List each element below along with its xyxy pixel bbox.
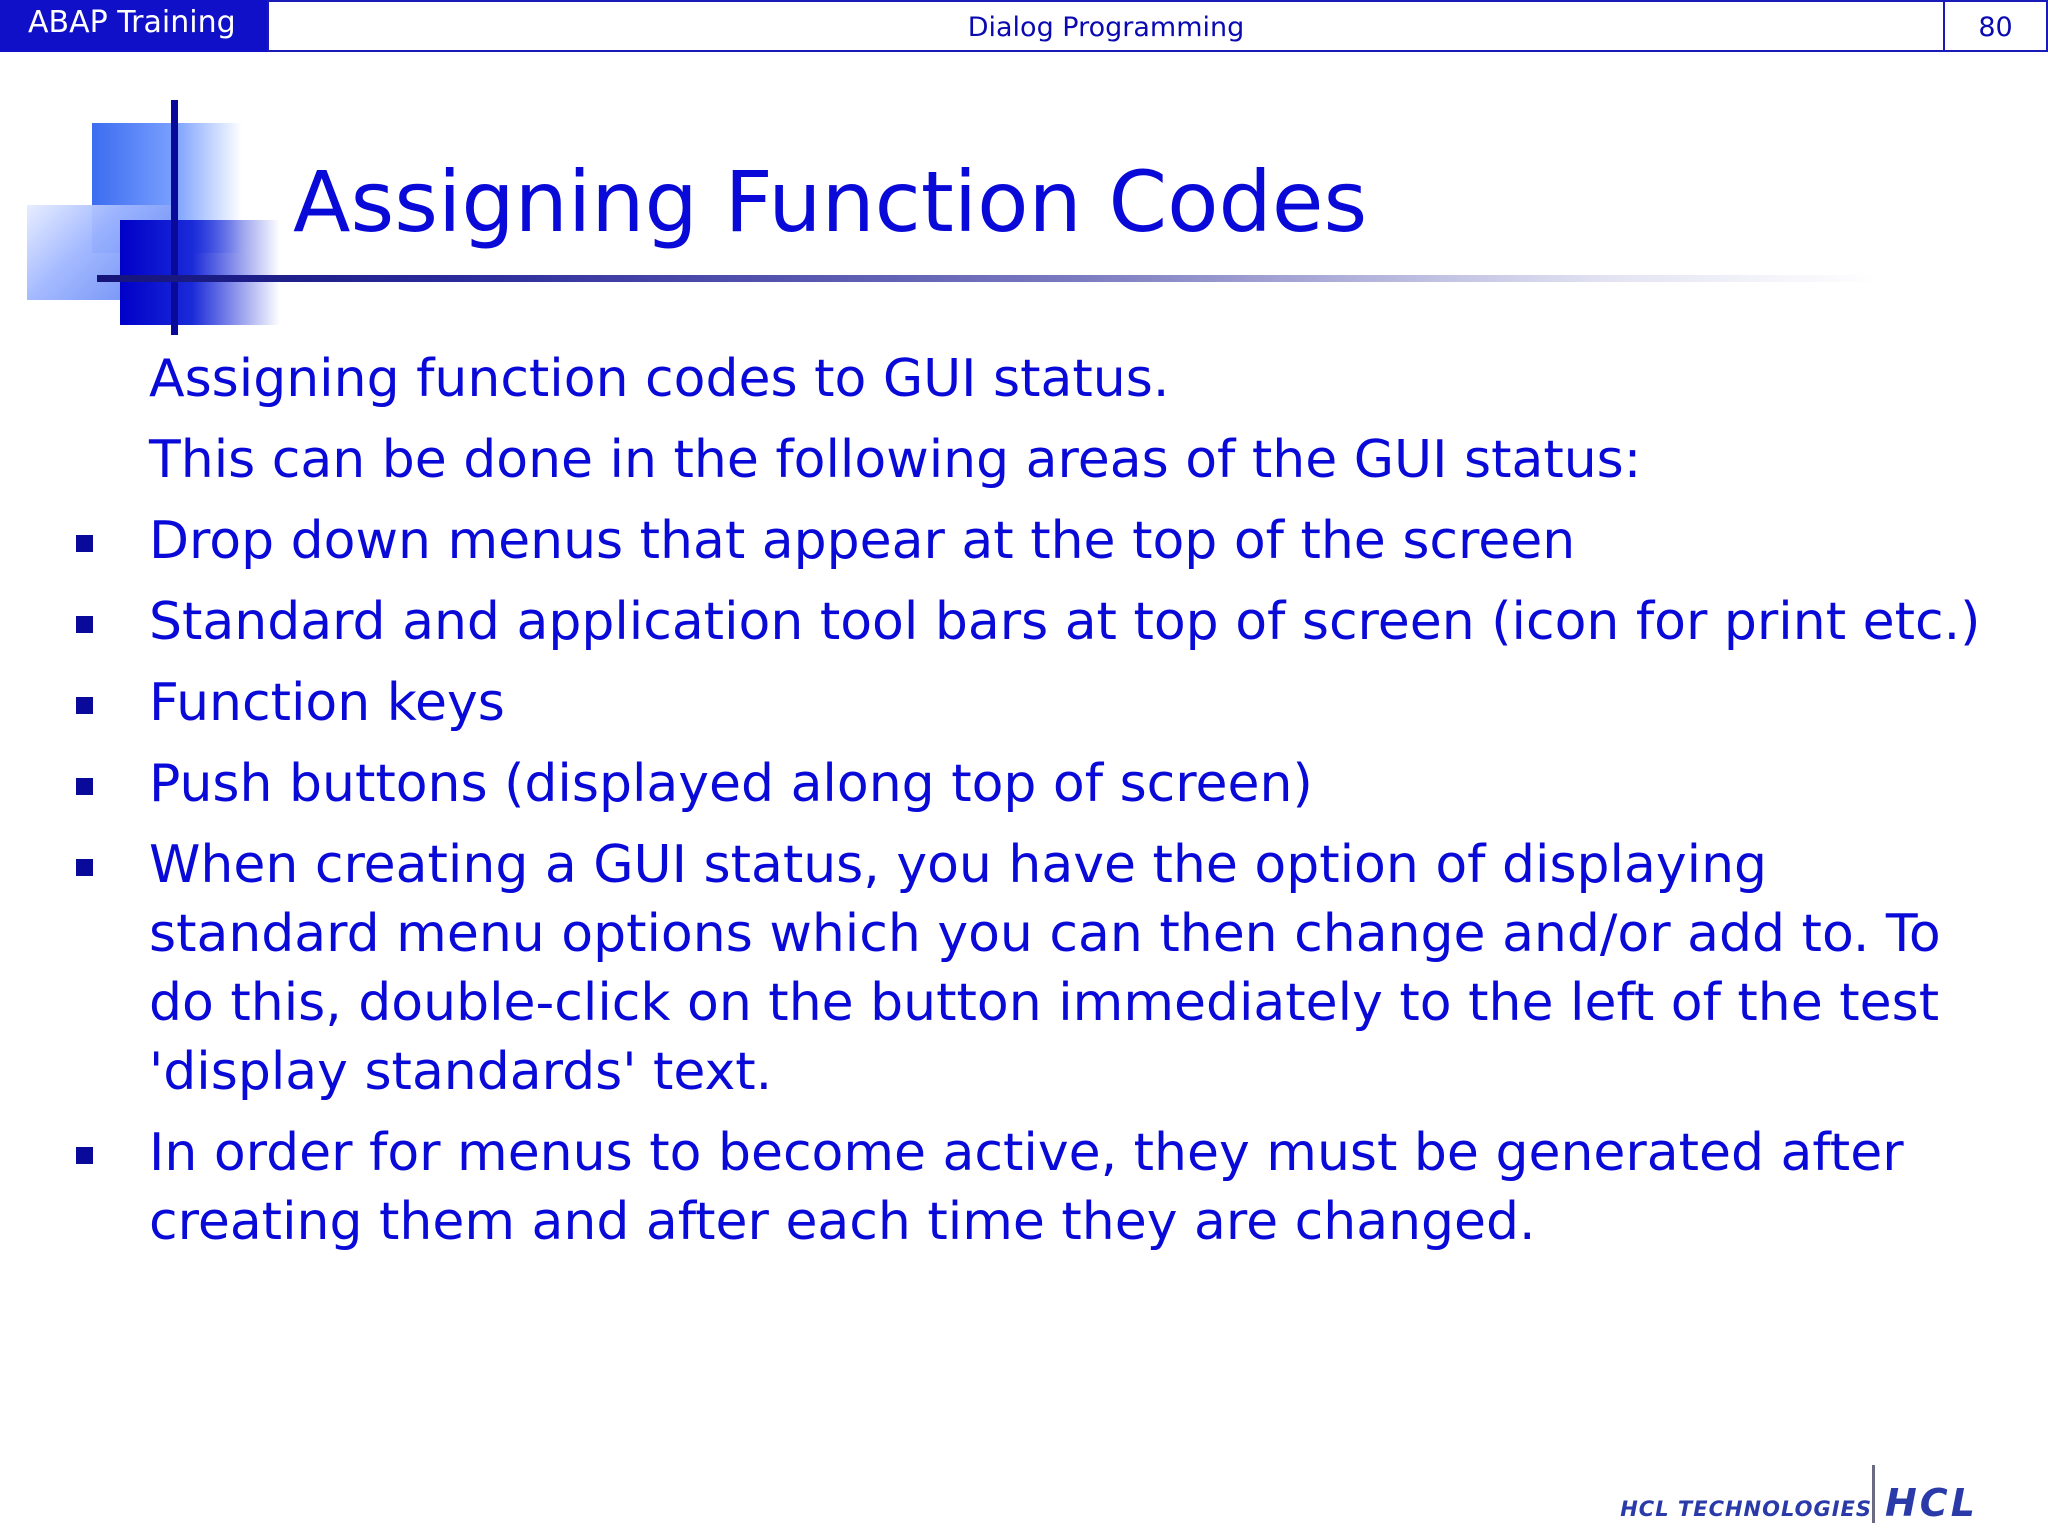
intro-line: This can be done in the following areas of the GUI status: — [149, 430, 1642, 490]
bullet-item — [0, 1119, 2048, 1257]
square-bullet-icon — [76, 778, 93, 795]
slide-header — [0, 0, 2048, 52]
company-footer — [1610, 1465, 2040, 1525]
square-bullet-icon — [76, 859, 93, 876]
square-bullet-icon — [76, 535, 93, 552]
intro-line: Assigning function codes to GUI status. — [149, 349, 1170, 409]
bullet-text: Function keys — [149, 673, 505, 733]
slide-title: Assigning Function Codes — [293, 153, 1368, 251]
decor-square-dark — [120, 220, 280, 325]
company-name: HCL TECHNOLOGIES — [1620, 1497, 1872, 1521]
course-label: ABAP Training — [0, 0, 267, 52]
footer-divider — [1872, 1465, 1875, 1523]
hcl-logo: HCL — [1885, 1481, 1978, 1525]
bullet-item — [0, 588, 2048, 657]
topic-label: Dialog Programming — [267, 0, 1945, 52]
bullet-text: Push buttons (displayed along top of screen) — [149, 754, 1313, 814]
bullet-text: When creating a GUI status, you have the option of displaying standard menu options which you can then change and/or add to. To do this, double-click on the button immediately to the left of the test 'display standards' text. — [149, 835, 1941, 1102]
square-bullet-icon — [76, 697, 93, 714]
bullet-text: Standard and application tool bars at top of screen (icon for print etc.) — [149, 592, 1981, 652]
bullet-item — [0, 831, 2048, 1107]
square-bullet-icon — [76, 616, 93, 633]
bullet-item — [0, 507, 2048, 576]
title-decoration — [0, 95, 300, 345]
bullet-text: Drop down menus that appear at the top of the screen — [149, 511, 1576, 571]
square-bullet-icon — [76, 1147, 93, 1164]
bullet-item — [0, 669, 2048, 738]
decor-vertical-line — [171, 100, 178, 335]
slide-body — [0, 345, 2048, 1269]
bullet-item — [0, 750, 2048, 819]
title-underline — [97, 275, 1877, 282]
page-number: 80 — [1945, 0, 2048, 52]
bullet-text: In order for menus to become active, they must be generated after creating them and after each time they are changed. — [149, 1123, 1904, 1252]
